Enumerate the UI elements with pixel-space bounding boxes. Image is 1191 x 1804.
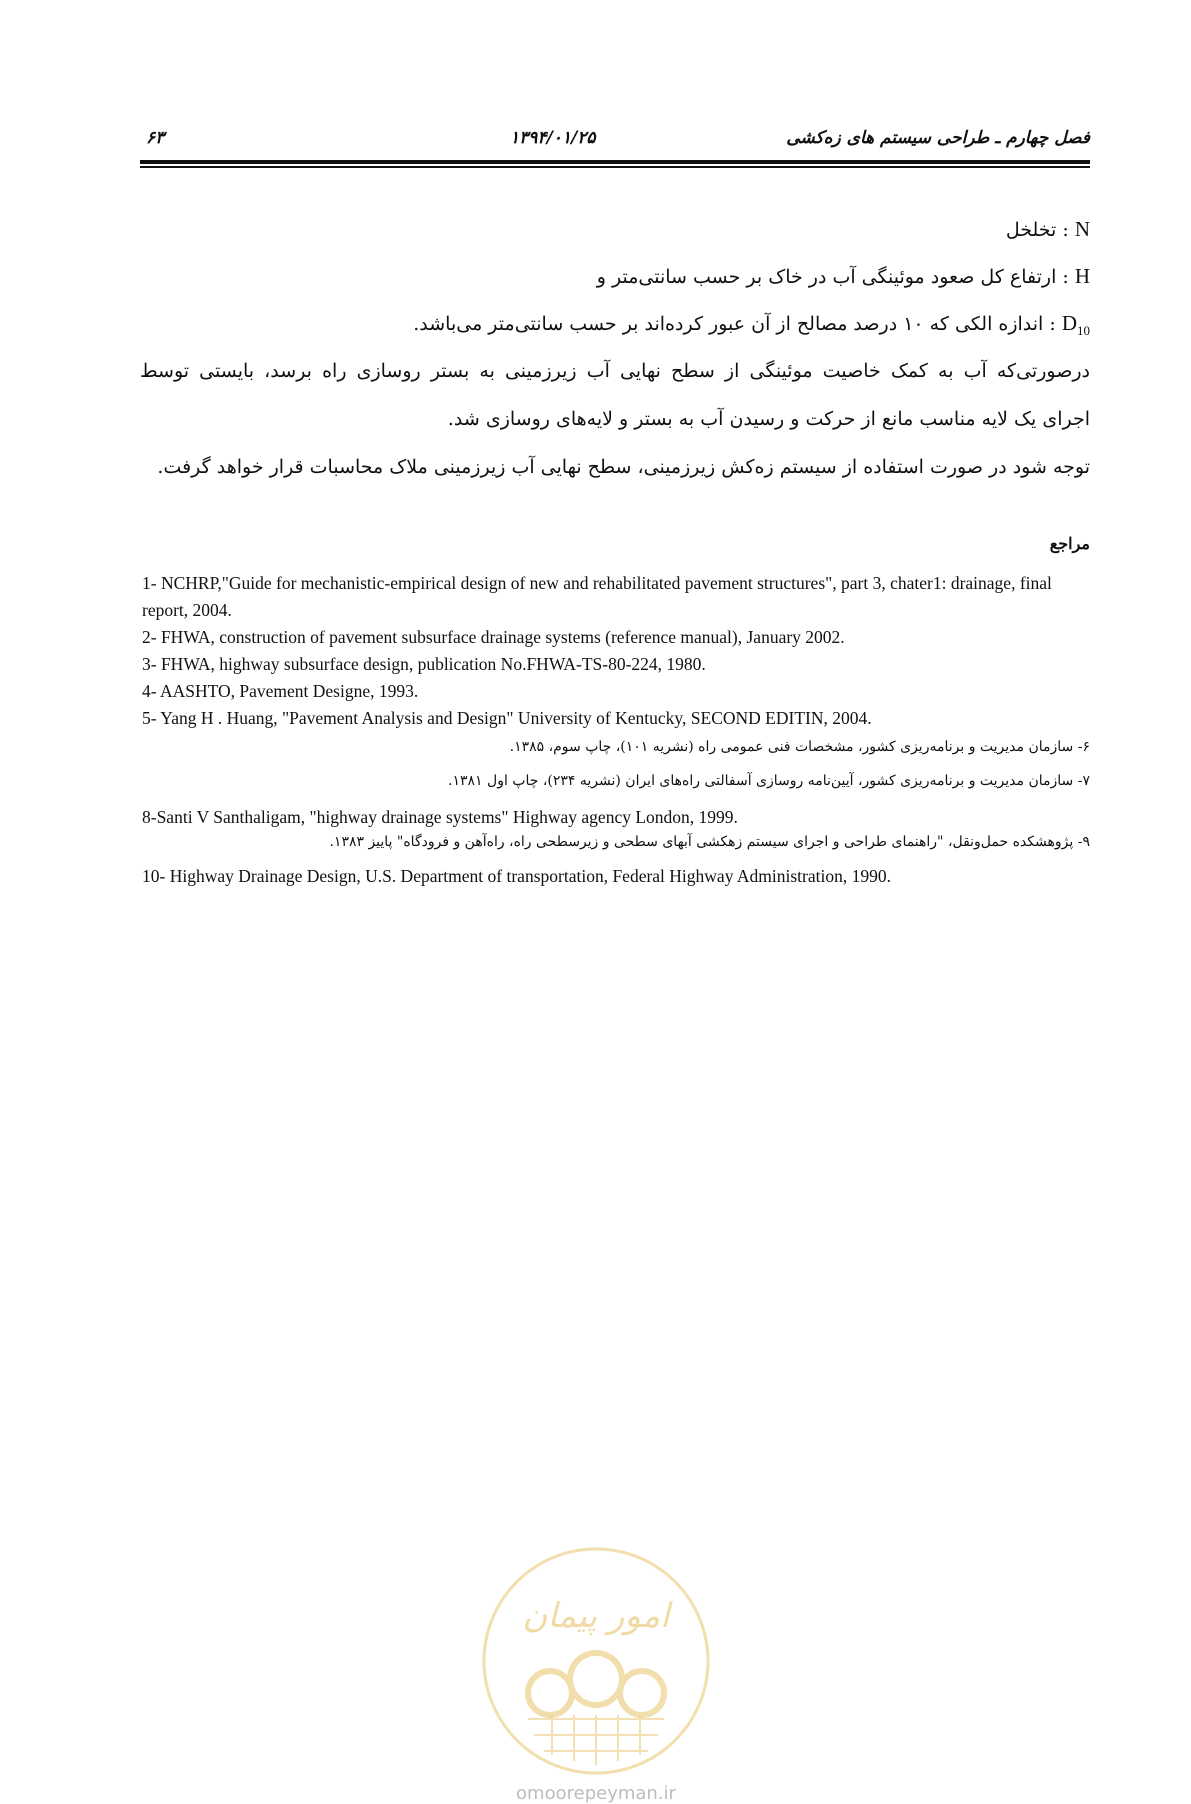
chapter-title: فصل چهارم ـ طراحی سیستم های زه‌کشی [786,128,1090,148]
reference-item: ۶- سازمان مدیریت و برنامه‌ریزی کشور، مشخصات فنی عمومی راه (نشریه ۱۰۱)، چاپ سوم، ۱۳۸۵. [509,739,1090,755]
symbol-d10: $D_{10}$ [1061,311,1090,339]
header-rule-thin [140,166,1090,168]
header-date: ۱۳۹۴/۰۱/۲۵ [510,128,596,148]
watermark-logo-text: امور پیمان [522,1596,670,1636]
reference-item: 4- AASHTO, Pavement Designe, 1993. [142,681,419,701]
reference-item: 2- FHWA, construction of pavement subsurface drainage systems (reference manual), January 2002. [142,627,845,647]
watermark-logo-icon [478,1543,714,1779]
definition-h-text: : ارتفاع کل صعود موئینگی آب در خاک بر حسب سانتی‌متر و [596,266,1075,288]
definition-d10 [413,311,1090,339]
reference-item: 1- NCHRP,"Guide for mechanistic-empirical design of new and rehabilitated pavement structures", part 3, chater1: drainage, final report, 2004. [142,573,1052,620]
reference-item: 3- FHWA, highway subsurface design, publication No.FHWA-TS-80-224, 1980. [142,654,706,674]
watermark-url: omoorepeyman.ir [516,1783,676,1804]
reference-item: ۷- سازمان مدیریت و برنامه‌ریزی کشور، آیین‌نامه روسازی آسفالتی راه‌های ایران (نشریه ۲۳۴)، چاپ اول ۱۳۸۱. [448,773,1090,789]
definition-h [597,264,1090,289]
references-heading: مراجع [1049,534,1090,553]
header-rule-thick [140,160,1090,164]
reference-item: 5- Yang H . Huang, "Pavement Analysis and Design" University of Kentucky, SECOND EDITIN, 2004. [142,708,872,728]
paragraph: توجه شود در صورت استفاده از سیستم زه‌کش زیرزمینی، سطح نهایی آب زیرزمینی ملاک محاسبات قرار خواهد گرفت. [157,456,1090,478]
definition-d10-text: : اندازه الکی که ۱۰ درصد مصالح از آن عبور کرده‌اند بر حسب سانتی‌متر می‌باشد. [413,313,1062,335]
paragraph: اجرای یک لایه مناسب مانع از حرکت و رسیدن آب به بستر و لایه‌های روسازی شد. [447,408,1090,430]
definition-n [1006,217,1090,242]
definition-n-text: : تخلخل [1005,219,1075,241]
reference-item: ۹- پژوهشکده حمل‌ونقل، "راهنمای طراحی و اجرای سیستم زهکشی آبهای سطحی و زیرسطحی راه، راه‌آهن و فرودگاه" پاییز ۱۳۸۳. [329,834,1090,850]
reference-item: 10- Highway Drainage Design, U.S. Department of transportation, Federal Highway Administration, 1990. [142,866,891,886]
page-number: ۶۳ [146,128,165,148]
symbol-n: N [1074,217,1090,241]
paragraph: درصورتی‌که آب به کمک خاصیت موئینگی از سطح نهایی آب زیرزمینی به بستر روسازی راه برسد، بایستی توسط [140,360,1090,382]
symbol-h: H [1074,264,1090,288]
reference-item: 8-Santi V Santhaligam, "highway drainage systems" Highway agency London, 1999. [142,807,738,827]
